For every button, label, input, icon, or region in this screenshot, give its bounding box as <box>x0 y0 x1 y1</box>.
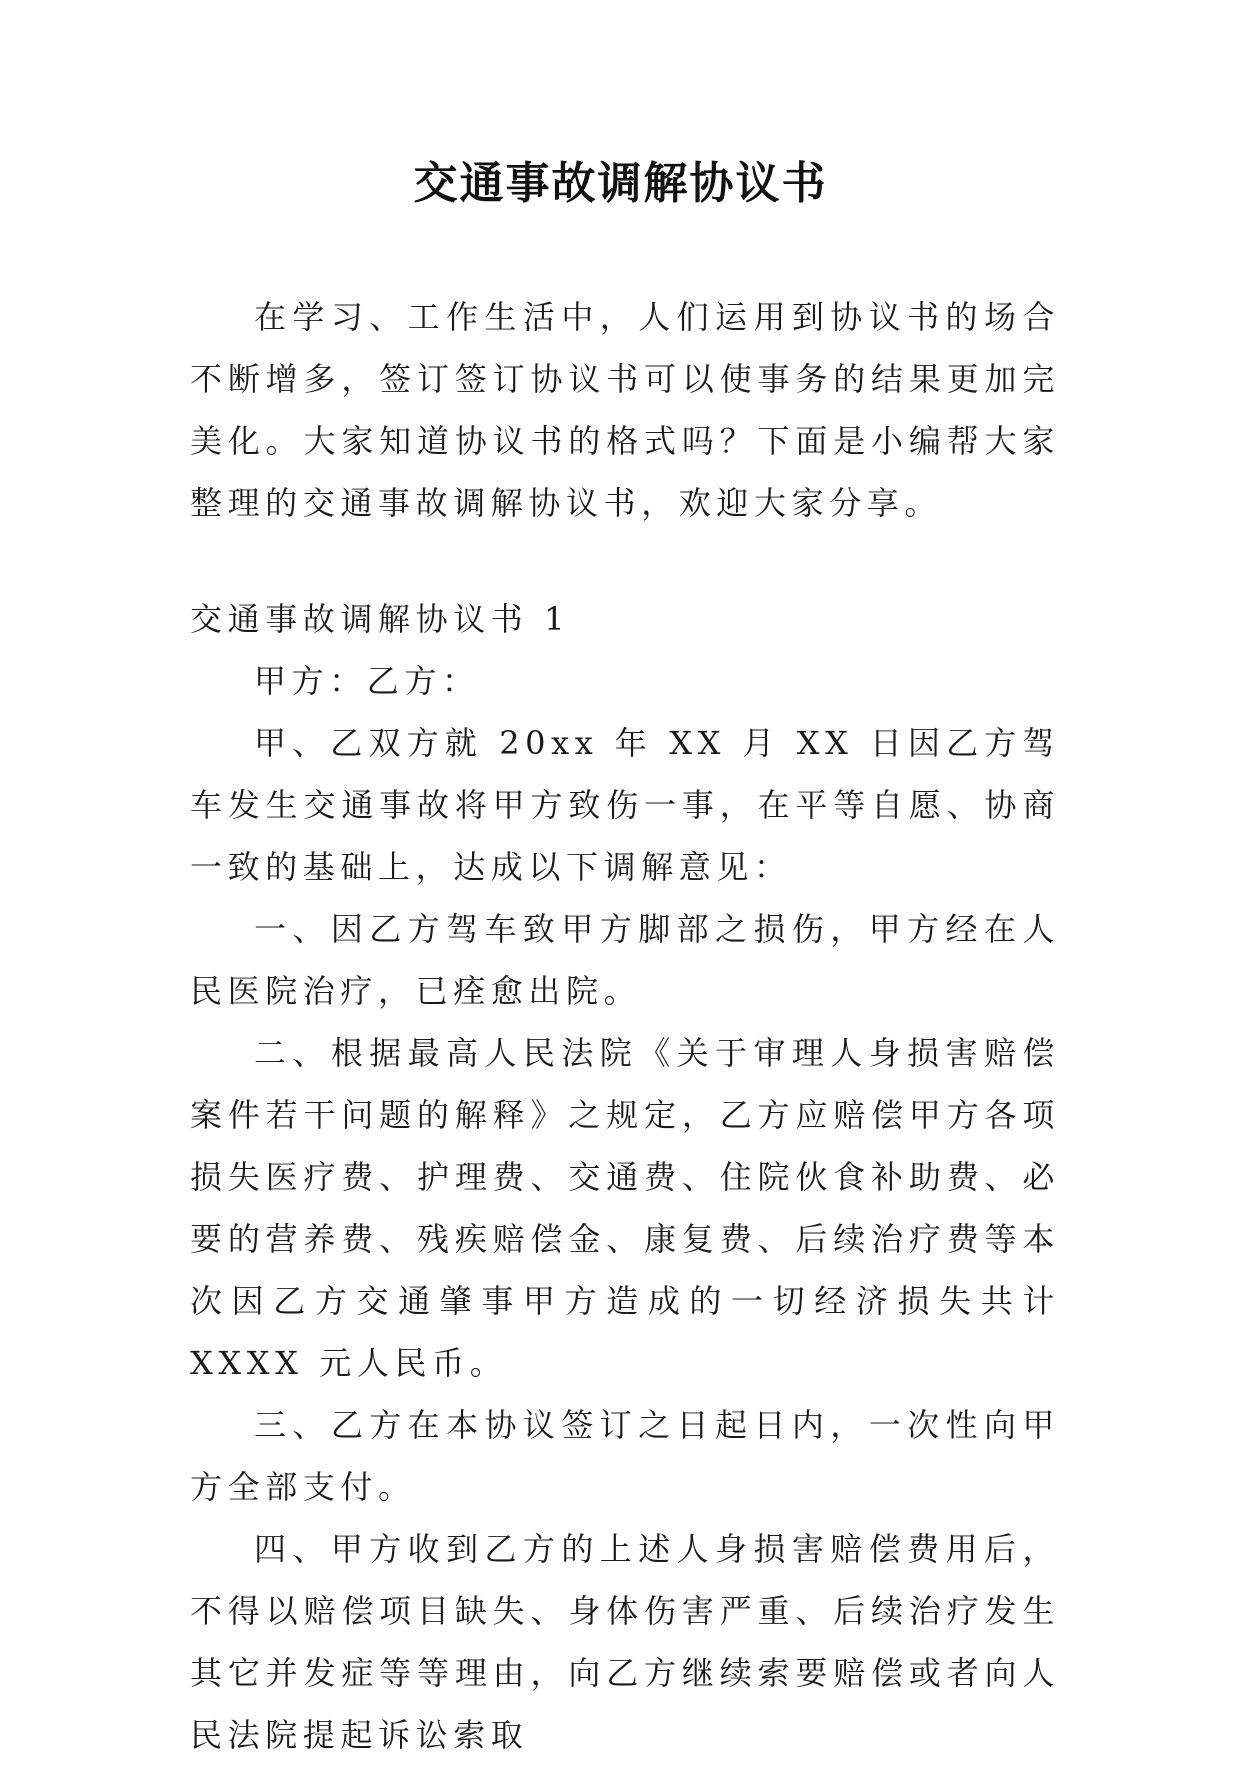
parties-line: 甲方：乙方： <box>254 662 480 700</box>
clause-1: 一、因乙方驾车致甲方脚部之损伤，甲方经在人民医院治疗，已痊愈出院。 <box>190 910 1060 1010</box>
clause-4: 四、甲方收到乙方的上述人身损害赔偿费用后，不得以赔偿项目缺失、身体伤害严重、后续治疗发生其它并发症等等理由，向乙方继续索要赔偿或者向人民法院提起诉讼索取 <box>190 1530 1060 1754</box>
section-heading: 交通事故调解协议书 1 <box>190 600 571 638</box>
intro-paragraph: 在学习、工作生活中，人们运用到协议书的场合不断增多，签订签订协议书可以使事务的结果更加完美化。大家知道协议书的格式吗？下面是小编帮大家整理的交通事故调解协议书，欢迎大家分享。 <box>190 298 1060 522</box>
document-body <box>190 286 1060 1766</box>
document-title: 交通事故调解协议书 <box>413 158 828 209</box>
clause-3: 三、乙方在本协议签订之日起日内，一次性向甲方全部支付。 <box>190 1406 1060 1506</box>
clause-2: 二、根据最高人民法院《关于审理人身损害赔偿案件若干问题的解释》之规定，乙方应赔偿甲方各项损失医疗费、护理费、交通费、住院伙食补助费、必要的营养费、残疾赔偿金、康复费、后续治疗费等本次因乙方交通肇事甲方造成的一切经济损失共计 XXXX 元人民币。 <box>190 1034 1060 1382</box>
preamble-paragraph: 甲、乙双方就 20xx 年 XX 月 XX 日因乙方驾车发生交通事故将甲方致伤一事，在平等自愿、协商一致的基础上，达成以下调解意见： <box>190 724 1060 886</box>
